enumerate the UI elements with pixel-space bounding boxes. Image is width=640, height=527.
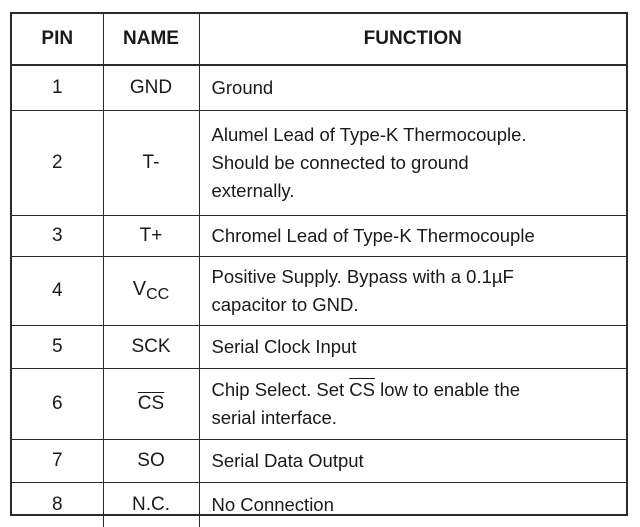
pin-function: No Connection <box>199 483 626 527</box>
pin-number: 3 <box>12 216 103 257</box>
pin-name: GND <box>103 65 199 111</box>
header-function: FUNCTION <box>199 14 626 65</box>
table-row <box>12 257 626 326</box>
pin-description-table-frame <box>10 12 628 516</box>
pin-number: 2 <box>12 111 103 216</box>
pin-name-subscript: CC <box>146 286 169 303</box>
pin-function: Serial Data Output <box>199 440 626 483</box>
pin-number: 7 <box>12 440 103 483</box>
pin-name: T- <box>103 111 199 216</box>
pin-name: N.C. <box>103 483 199 527</box>
pin-name-overbar: $\overline{CS}$ <box>138 393 164 414</box>
header-row <box>12 14 626 65</box>
function-line: Should be connected to ground <box>212 149 627 177</box>
function-line: Positive Supply. Bypass with a 0.1µF <box>212 263 627 291</box>
pin-name <box>103 369 199 440</box>
pin-function <box>199 369 626 440</box>
pin-name <box>103 257 199 326</box>
table-row <box>12 440 626 483</box>
table-row <box>12 111 626 216</box>
pin-number: 5 <box>12 326 103 369</box>
pin-description-table <box>12 14 626 527</box>
table-row <box>12 65 626 111</box>
pin-name-main: V <box>133 278 146 300</box>
header-name: NAME <box>103 14 199 65</box>
function-text: low to enable the <box>375 379 520 400</box>
pin-number: 6 <box>12 369 103 440</box>
table-row <box>12 483 626 527</box>
table-row <box>12 369 626 440</box>
function-text: Chip Select. Set <box>212 379 350 400</box>
table-row <box>12 216 626 257</box>
function-line <box>212 376 627 404</box>
function-cs-overbar: $\overline{CS}$ <box>349 379 375 400</box>
function-line: serial interface. <box>212 404 627 432</box>
pin-name: SO <box>103 440 199 483</box>
pin-function: Chromel Lead of Type-K Thermocouple <box>199 216 626 257</box>
pin-name: T+ <box>103 216 199 257</box>
pin-function <box>199 111 626 216</box>
pin-number: 4 <box>12 257 103 326</box>
pin-function <box>199 257 626 326</box>
pin-function: Ground <box>199 65 626 111</box>
function-line: capacitor to GND. <box>212 291 627 319</box>
function-line: externally. <box>212 177 627 205</box>
pin-function: Serial Clock Input <box>199 326 626 369</box>
function-line: Alumel Lead of Type-K Thermocouple. <box>212 121 627 149</box>
header-pin: PIN <box>12 14 103 65</box>
pin-name: SCK <box>103 326 199 369</box>
table-row <box>12 326 626 369</box>
pin-number: 8 <box>12 483 103 527</box>
pin-number: 1 <box>12 65 103 111</box>
